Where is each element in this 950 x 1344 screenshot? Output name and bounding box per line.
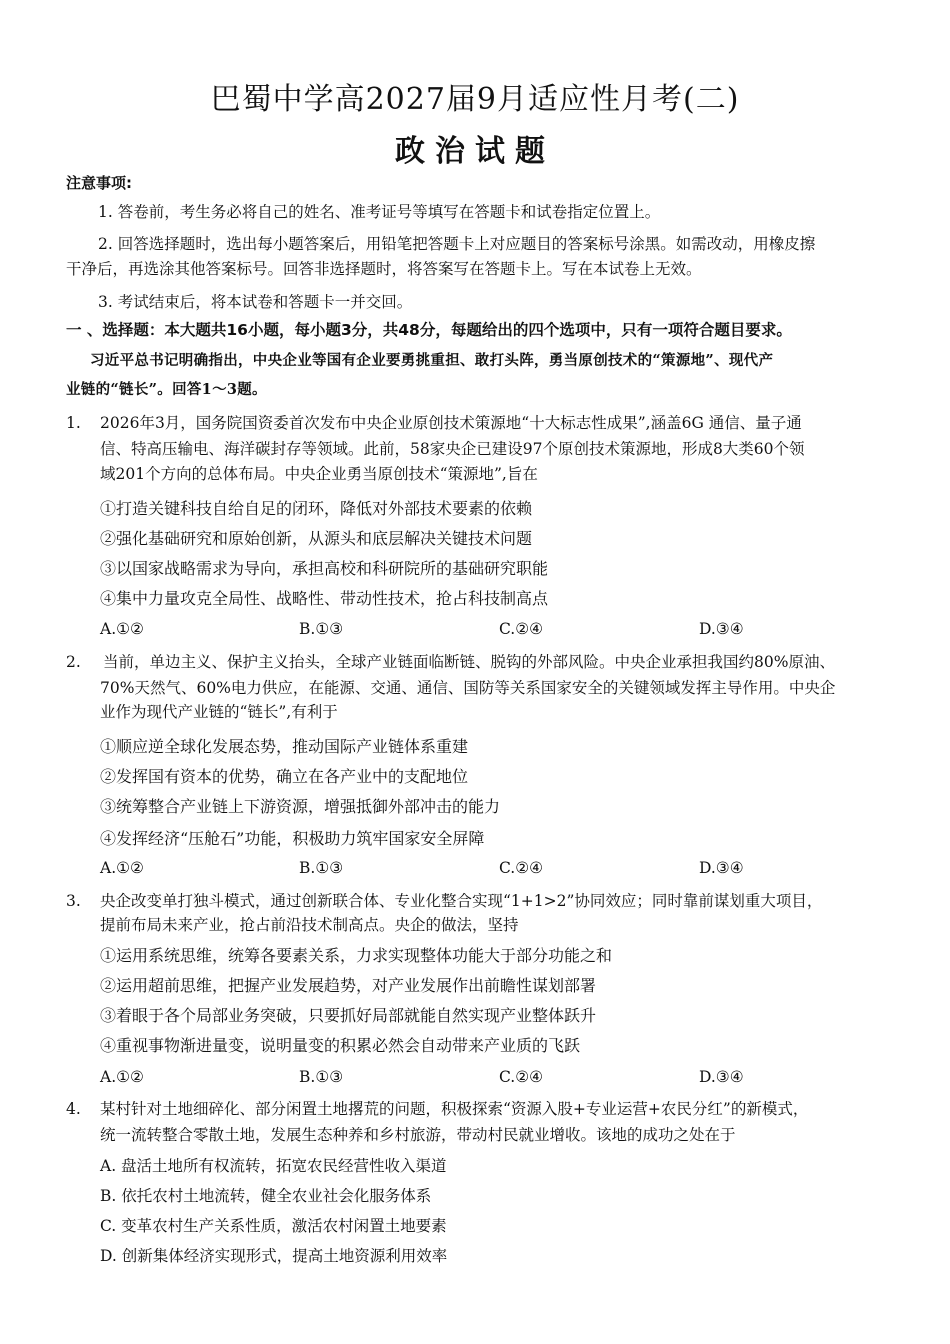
question-3-stem-line-1: 央企改变单打独斗模式，通过创新联合体、专业化整合实现“1+1>2”协同效应；同时靠前谋划重大项目， — [100, 892, 823, 910]
notice-item-2-line-2: 干净后，再选涂其他答案标号。回答非选择题时，将答案写在答题卡上。写在本试卷上无效。 — [66, 260, 702, 278]
question-1-choice-b[interactable]: B.①③ — [299, 620, 344, 638]
question-1-choice-c[interactable]: C.②④ — [499, 620, 544, 638]
question-2-statement-2: ②发挥国有资本的优势，确立在各产业中的支配地位 — [100, 767, 469, 786]
question-2-stem-line-1: 当前，单边主义、保护主义抬头，全球产业链面临断链、脱钩的外部风险。中央企业承担我国约80%原油、 — [103, 653, 835, 671]
question-2-choice-c[interactable]: C.②④ — [499, 859, 544, 877]
question-2-statement-3: ③统筹整合产业链上下游资源，增强抵御外部冲击的能力 — [100, 797, 501, 816]
question-3-choice-a[interactable]: A.①② — [100, 1068, 144, 1086]
question-1-stem-line-3: 域201个方向的总体布局。中央企业勇当原创技术“策源地”,旨在 — [100, 465, 538, 483]
question-4-option-c[interactable]: C. 变革农村生产关系性质，激活农村闲置土地要素 — [100, 1217, 447, 1235]
question-2-statement-4: ④发挥经济“压舱石”功能，积极助力筑牢国家安全屏障 — [100, 829, 485, 848]
question-1-statement-2: ②强化基础研究和原始创新，从源头和底层解决关键技术问题 — [100, 529, 533, 548]
question-2-choice-b[interactable]: B.①③ — [299, 859, 344, 877]
question-1-stem-line-2: 信、特高压输电、海洋碳封存等领域。此前，58家央企已建设97个原创技术策源地，形成8大类60个领 — [100, 440, 805, 458]
notice-item-1: 1. 答卷前，考生务必将自己的姓名、准考证号等填写在答题卡和试卷指定位置上。 — [98, 203, 661, 221]
exam-subject-title: 政治试题 — [395, 134, 555, 169]
notice-item-2-line-1: 2. 回答选择题时，选出每小题答案后，用铅笔把答题卡上对应题目的答案标号涂黑。如需改动，用橡皮擦 — [98, 235, 816, 253]
question-3-statement-1: ①运用系统思维，统筹各要素关系，力求实现整体功能大于部分功能之和 — [100, 946, 613, 965]
question-3-statement-3: ③着眼于各个局部业务突破，只要抓好局部就能自然实现产业整体跃升 — [100, 1006, 597, 1025]
question-2-choice-a[interactable]: A.①② — [100, 859, 144, 877]
question-3-statement-4: ④重视事物渐进量变，说明量变的积累必然会自动带来产业质的飞跃 — [100, 1036, 581, 1055]
question-4-number: 4. — [66, 1100, 81, 1118]
question-2-statement-1: ①顺应逆全球化发展态势，推动国际产业链体系重建 — [100, 737, 469, 756]
question-3-statement-2: ②运用超前思维，把握产业发展趋势，对产业发展作出前瞻性谋划部署 — [100, 976, 597, 995]
question-4-option-b[interactable]: B. 依托农村土地流转，健全农业社会化服务体系 — [100, 1187, 432, 1205]
question-1-choice-a[interactable]: A.①② — [100, 620, 144, 638]
question-1-statement-1: ①打造关键科技自给自足的闭环，降低对外部技术要素的依赖 — [100, 499, 533, 518]
question-1-statement-3: ③以国家战略需求为导向，承担高校和科研院所的基础研究职能 — [100, 559, 549, 578]
section-heading: 一 、选择题：本大题共16小题，每小题3分，共48分，每题给出的四个选项中，只有一项符合题目要求。 — [66, 321, 792, 339]
notice-item-3: 3. 考试结束后，将本试卷和答题卡一并交回。 — [98, 293, 413, 311]
material-line-1: 习近平总书记明确指出，中央企业等国有企业要勇挑重担、敢打头阵，勇当原创技术的“策源地”、现代产 — [90, 352, 774, 369]
question-2-stem-line-2: 70%天然气、60%电力供应，在能源、交通、通信、国防等关系国家安全的关键领域发挥主导作用。中央企 — [100, 679, 836, 697]
question-2-number: 2. — [66, 653, 81, 671]
question-1-statement-4: ④集中力量攻克全局性、战略性、带动性技术，抢占科技制高点 — [100, 589, 549, 608]
question-4-stem-line-2: 统一流转整合零散土地，发展生态种养和乡村旅游，带动村民就业增收。该地的成功之处在于 — [100, 1126, 736, 1144]
question-3-choice-b[interactable]: B.①③ — [299, 1068, 344, 1086]
question-2-choice-d[interactable]: D.③④ — [699, 859, 744, 877]
question-1-choice-d[interactable]: D.③④ — [699, 620, 744, 638]
question-1-stem-line-1: 2026年3月，国务院国资委首次发布中央企业原创技术策源地“十大标志性成果”,涵盖6G 通信、量子通 — [100, 414, 802, 432]
question-4-option-a[interactable]: A. 盘活土地所有权流转，拓宽农民经营性收入渠道 — [100, 1157, 447, 1175]
question-4-stem-line-1: 某村针对土地细碎化、部分闲置土地撂荒的问题，积极探索“资源入股+专业运营+农民分红”的新模式， — [100, 1100, 809, 1118]
exam-title: 巴蜀中学高2027届9月适应性月考(二) — [210, 82, 740, 117]
question-3-choice-d[interactable]: D.③④ — [699, 1068, 744, 1086]
question-1-number: 1. — [66, 414, 81, 432]
question-4-option-d[interactable]: D. 创新集体经济实现形式，提高土地资源利用效率 — [100, 1247, 448, 1265]
question-3-choice-c[interactable]: C.②④ — [499, 1068, 544, 1086]
material-line-2: 业链的“链长”。回答1～3题。 — [66, 381, 267, 398]
question-2-stem-line-3: 业作为现代产业链的“链长”,有利于 — [100, 703, 338, 721]
notice-heading: 注意事项: — [66, 174, 132, 192]
question-3-stem-line-2: 提前布局未来产业，抢占前沿技术制高点。央企的做法，坚持 — [100, 916, 519, 934]
question-3-number: 3. — [66, 892, 81, 910]
